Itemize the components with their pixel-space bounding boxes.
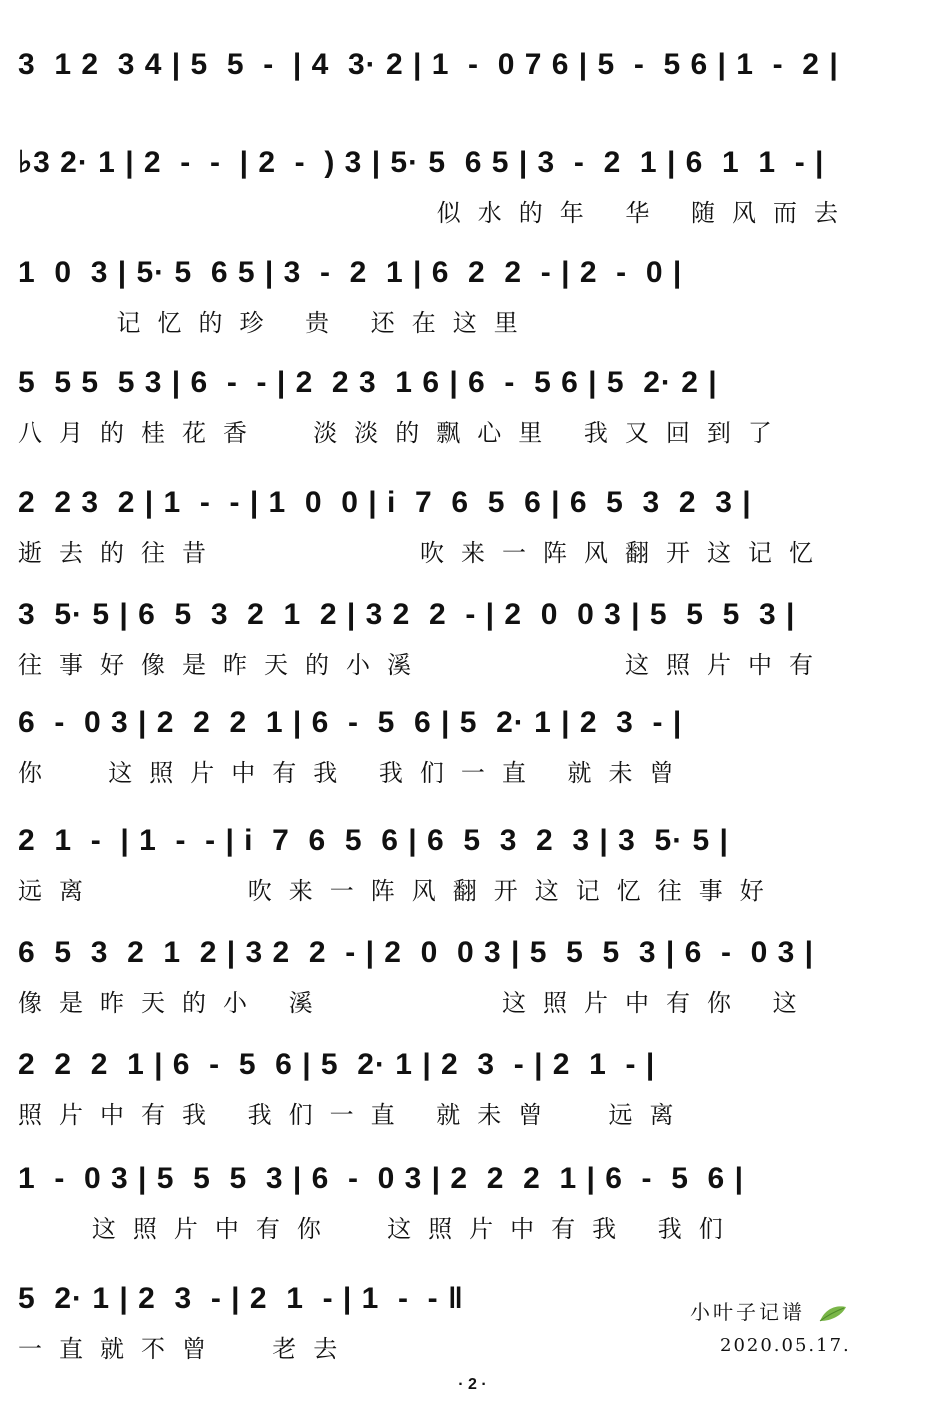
transcriber-signature — [690, 1296, 910, 1325]
transcriber-name: 小叶子记谱 — [690, 1300, 805, 1324]
notation-line: 2 2 2 1 | 6 - 5 6 | 5 2· 1 | 2 3 - | 2 1 - | — [18, 1048, 656, 1081]
notation-line: 3 5· 5 | 6 5 3 2 1 2 | 3 2 2 - | 2 0 0 3 | 5 5 5 3 | — [18, 598, 796, 631]
lyrics-line: 往事好像是昨天的小溪 这照片中有 — [18, 651, 831, 679]
system-4 — [0, 354, 945, 466]
lyrics-line: 记忆的珍 贵 还在这里 — [18, 309, 535, 337]
notation-line: 2 2 3 2 | 1 - - | 1 0 0 | i 7 6 5 6 | 6 5 3 2 3 | — [18, 486, 752, 519]
notation-line: 1 0 3 | 5· 5 6 5 | 3 - 2 1 | 6 2 2 - | 2 - 0 | — [18, 256, 683, 289]
notation-line: 1 - 0 3 | 5 5 5 3 | 6 - 0 3 | 2 2 2 1 | 6 - 5 6 | — [18, 1162, 744, 1195]
system-9 — [0, 924, 945, 1036]
notation-line: ♭3 2· 1 | 2 - - | 2 - ) 3 | 5· 5 6 5 | 3 - 2 1 | 6 1 1 - | — [18, 146, 825, 179]
notation-line: 2 1 - | 1 - - | i 7 6 5 6 | 6 5 3 2 3 | 3 5· 5 | — [18, 824, 729, 857]
system-5 — [0, 474, 945, 586]
system-12 — [0, 1270, 945, 1382]
lyrics-line: 远离 吹来一阵风翻开这记忆往事好 — [18, 877, 781, 905]
system-2 — [0, 134, 945, 246]
lyrics-line: 像是昨天的小 溪 这照片中有你 这 — [18, 989, 814, 1017]
transcription-date: 2020.05.17. — [720, 1335, 851, 1356]
lyrics-line: 逝去的往昔 吹来一阵风翻开这记忆 — [18, 539, 831, 567]
system-3 — [0, 244, 945, 356]
system-11 — [0, 1150, 945, 1262]
lyrics-line: 一直就不曾 老去 — [18, 1335, 355, 1363]
notation-line: 6 5 3 2 1 2 | 3 2 2 - | 2 0 0 3 | 5 5 5 3 | 6 - 0 3 | — [18, 936, 815, 969]
lyrics-line: 照片中有我 我们一直 就未曾 远离 — [18, 1101, 691, 1129]
notation-line: 5 5 5 5 3 | 6 - - | 2 2 3 1 6 | 6 - 5 6 | 5 2· 2 | — [18, 366, 718, 399]
notation-line: 5 2· 1 | 2 3 - | 2 1 - | 1 - - ‖ — [18, 1282, 464, 1315]
system-6 — [0, 586, 945, 698]
leaf-icon — [818, 1305, 848, 1323]
notation-line: 3 1 2 3 4 | 5 5 - | 4 3· 2 | 1 - 0 7 6 | 5 - 5 6 | 1 - 2 | — [18, 48, 839, 81]
lyrics-line: 你 这照片中有我 我们一直 就未曾 — [18, 759, 691, 787]
lyrics-line: 八月的桂花香 淡淡的飘心里 我又回到了 — [18, 419, 789, 447]
notation-line: 6 - 0 3 | 2 2 2 1 | 6 - 5 6 | 5 2· 1 | 2 3 - | — [18, 706, 683, 739]
system-7 — [0, 694, 945, 806]
page-number: · 2 · — [458, 1376, 487, 1393]
system-10 — [0, 1036, 945, 1148]
lyrics-line — [18, 98, 927, 132]
lyrics-line: 这照片中有你 这照片中有我 我们 — [18, 1215, 740, 1243]
system-1 — [0, 36, 945, 148]
lyrics-line: 似水的年 华 随风而去 — [18, 199, 855, 227]
system-8 — [0, 812, 945, 924]
